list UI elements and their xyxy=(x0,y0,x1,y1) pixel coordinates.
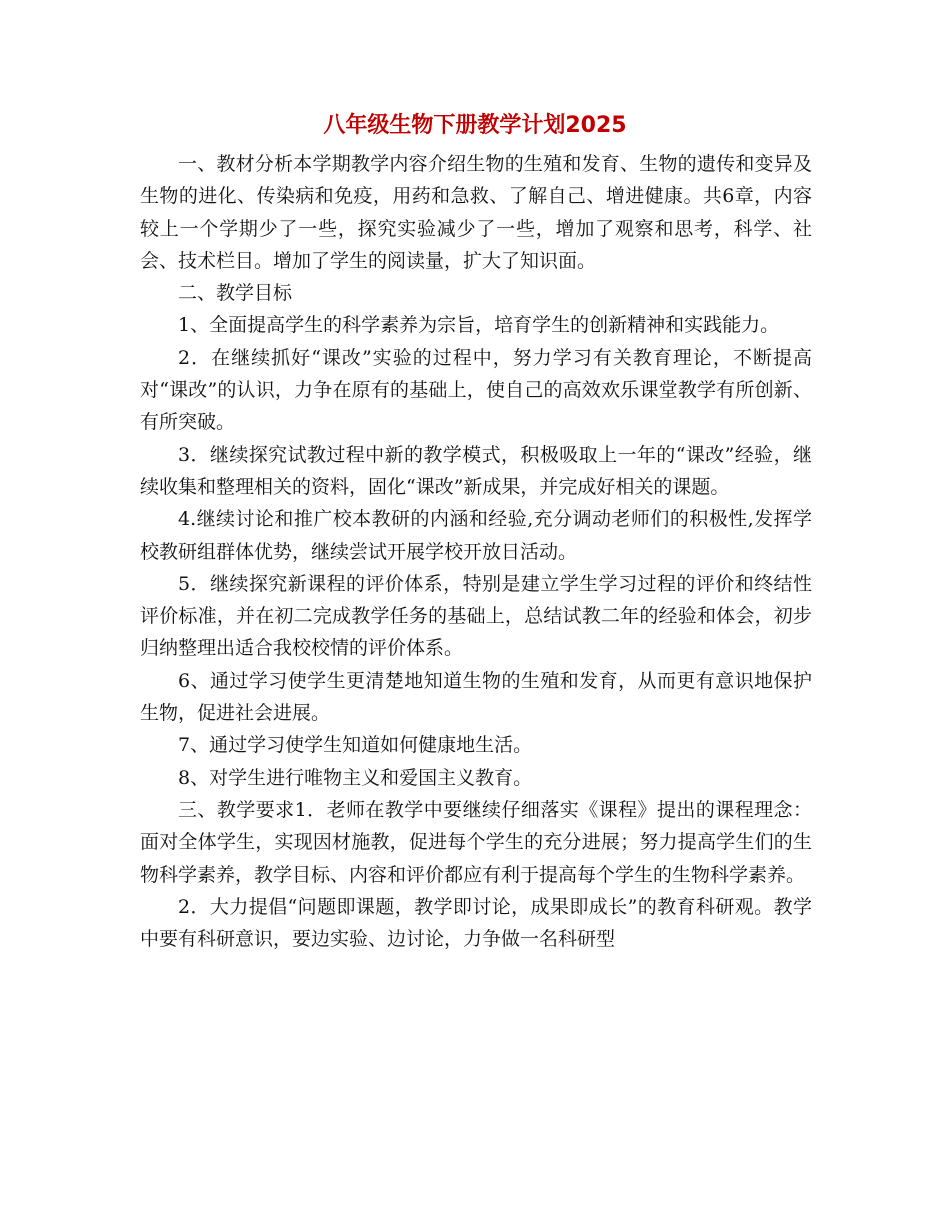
paragraph-goal-5: 5．继续探究新课程的评价体系，特别是建立学生学习过程的评价和终结性评价标准，并在初二完成教学任务的基础上，总结试教二年的经验和体会，初步归纳整理出适合我校校情的评价体系。 xyxy=(140,572,812,660)
paragraph-goal-3: 3．继续探究试教过程中新的教学模式，积极吸取上一年的“课改”经验，继续收集和整理相关的资料，固化“课改”新成果，并完成好相关的课题。 xyxy=(140,443,812,498)
paragraph-teaching-requirements-1: 三、教学要求1．老师在教学中要继续仔细落实《课程》提出的课程理念：面对全体学生，实现因材施教，促进每个学生的充分进展；努力提高学生们的生物科学素养，教学目标、内容和评价都应有利于提高每个学生的生物科学素养。 xyxy=(140,798,812,886)
paragraph-teaching-requirements-2: 2．大力提倡“问题即课题，教学即讨论，成果即成长”的教育科研观。教学中要有科研意识，要边实验、边讨论，力争做一名科研型 xyxy=(140,895,812,951)
paragraph-goal-7: 7、通过学习使学生知道如何健康地生活。 xyxy=(178,734,533,757)
paragraph-goal-6: 6、通过学习使学生更清楚地知道生物的生殖和发育，从而更有意识地保护生物，促进社会进展。 xyxy=(140,669,812,725)
heading-teaching-goals: 二、教学目标 xyxy=(178,282,293,305)
paragraph-goal-2: 2．在继续抓好“课改”实验的过程中，努力学习有关教育理论，不断提高对“课改”的认识，力争在原有的基础上，使自己的高效欢乐课堂教学有所创新、有所突破。 xyxy=(140,346,812,434)
paragraph-textbook-analysis: 一、教材分析本学期教学内容介绍生物的生殖和发育、生物的遗传和变异及生物的进化、传染病和免疫，用药和急救、了解自己、增进健康。共6章，内容较上一个学期少了一些，探究实验减少了一些，增加了观察和思考，科学、社会、技术栏目。增加了学生的阅读量，扩大了知识面。 xyxy=(140,153,812,272)
paragraph-goal-8: 8、对学生进行唯物主义和爱国主义教育。 xyxy=(178,766,533,789)
paragraph-goal-1: 1、全面提高学生的科学素养为宗旨，培育学生的创新精神和实践能力。 xyxy=(178,314,780,337)
paragraph-goal-4: 4.继续讨论和推广校本教研的内涵和经验,充分调动老师们的积极性,发挥学校教研组群体优势，继续尝试开展学校开放日活动。 xyxy=(140,508,812,563)
document-title: 八年级生物下册教学计划2025 xyxy=(323,113,627,138)
document-body xyxy=(140,148,812,955)
